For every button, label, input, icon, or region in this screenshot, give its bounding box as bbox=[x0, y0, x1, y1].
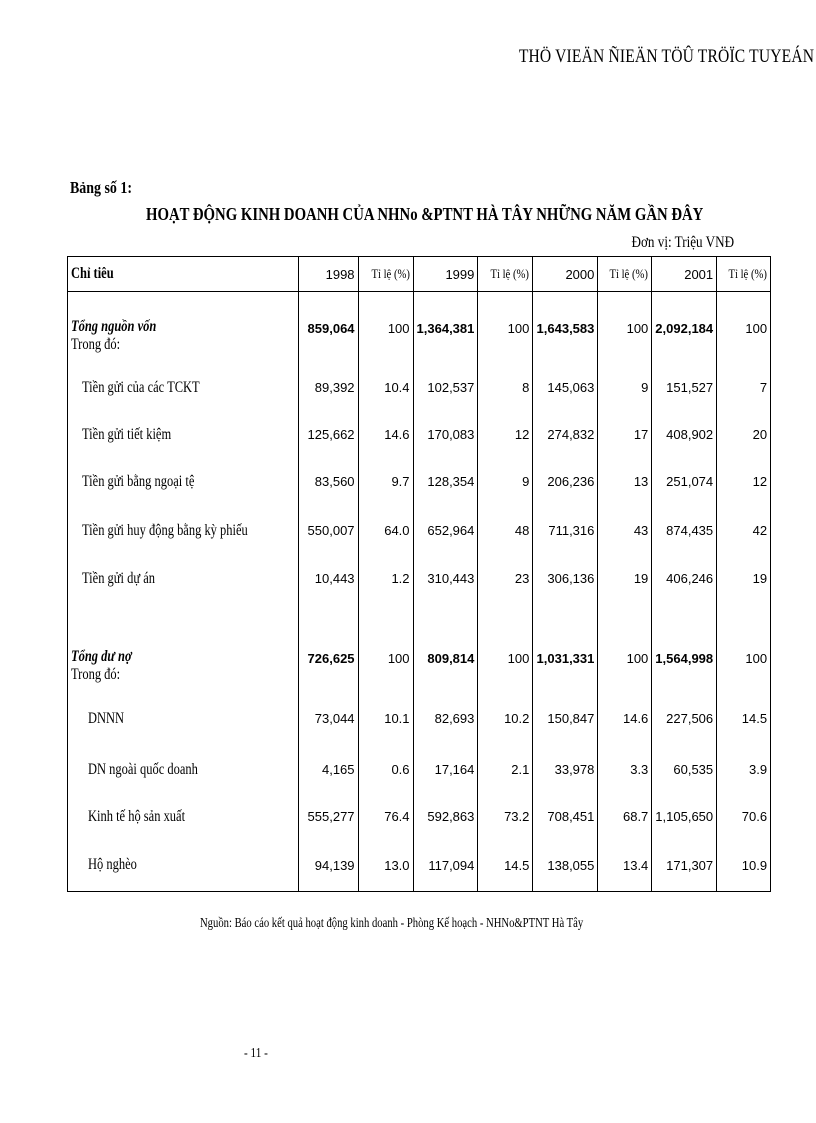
cell: 13.4 bbox=[598, 840, 652, 892]
row-sublabel: Trong đó: bbox=[68, 666, 299, 692]
cell: 874,435 bbox=[652, 506, 717, 556]
cell: 100 bbox=[598, 292, 652, 336]
cell: 0.6 bbox=[358, 746, 413, 794]
col-1999: 1999 bbox=[413, 257, 478, 292]
cell: 48 bbox=[478, 506, 533, 556]
table-row bbox=[68, 364, 771, 412]
cell: 125,662 bbox=[298, 412, 358, 458]
cell: 60,535 bbox=[652, 746, 717, 794]
cell: 20 bbox=[717, 412, 771, 458]
table-header-row bbox=[68, 257, 771, 292]
cell: 17 bbox=[598, 412, 652, 458]
row-label: Kinh tế hộ sản xuất bbox=[68, 794, 299, 840]
cell: 3.9 bbox=[717, 746, 771, 794]
cell: 94,139 bbox=[298, 840, 358, 892]
cell: 550,007 bbox=[298, 506, 358, 556]
col-pct-1998: Tỉ lệ (%) bbox=[358, 257, 413, 292]
cell: 13.0 bbox=[358, 840, 413, 892]
cell: 100 bbox=[598, 640, 652, 666]
table-title: HOẠT ĐỘNG KINH DOANH CỦA NHNo &PTNT HÀ TÂY NHỮNG NĂM GẦN ĐÂY bbox=[146, 204, 704, 224]
cell: 19 bbox=[598, 556, 652, 602]
unit-label: Đơn vị: Triệu VNĐ bbox=[631, 234, 734, 251]
cell: 100 bbox=[358, 292, 413, 336]
cell: 73,044 bbox=[298, 692, 358, 746]
col-indicator: Chỉ tiêu bbox=[68, 257, 299, 292]
cell: 2.1 bbox=[478, 746, 533, 794]
cell: 23 bbox=[478, 556, 533, 602]
cell: 10.4 bbox=[358, 364, 413, 412]
row-label: DN ngoài quốc doanh bbox=[68, 746, 299, 794]
cell: 12 bbox=[478, 412, 533, 458]
row-label: DNNN bbox=[68, 692, 299, 746]
cell: 138,055 bbox=[533, 840, 598, 892]
cell: 1,364,381 bbox=[413, 292, 478, 336]
cell: 43 bbox=[598, 506, 652, 556]
cell: 12 bbox=[717, 458, 771, 506]
spacer-row bbox=[68, 602, 771, 640]
table-row-loans-total bbox=[68, 640, 771, 666]
cell: 1.2 bbox=[358, 556, 413, 602]
table-row bbox=[68, 458, 771, 506]
row-label: Tiền gửi bằng ngoại tệ bbox=[68, 458, 299, 506]
cell: 408,902 bbox=[652, 412, 717, 458]
cell: 251,074 bbox=[652, 458, 717, 506]
cell: 1,031,331 bbox=[533, 640, 598, 666]
col-pct-2001: Tỉ lệ (%) bbox=[717, 257, 771, 292]
cell: 151,527 bbox=[652, 364, 717, 412]
cell: 17,164 bbox=[413, 746, 478, 794]
cell: 19 bbox=[717, 556, 771, 602]
cell: 73.2 bbox=[478, 794, 533, 840]
cell: 10,443 bbox=[298, 556, 358, 602]
cell: 171,307 bbox=[652, 840, 717, 892]
cell: 117,094 bbox=[413, 840, 478, 892]
table-row bbox=[68, 794, 771, 840]
cell: 726,625 bbox=[298, 640, 358, 666]
cell: 9.7 bbox=[358, 458, 413, 506]
cell: 14.6 bbox=[598, 692, 652, 746]
cell: 89,392 bbox=[298, 364, 358, 412]
cell: 9 bbox=[478, 458, 533, 506]
cell: 7 bbox=[717, 364, 771, 412]
col-pct-2000: Tỉ lệ (%) bbox=[598, 257, 652, 292]
cell: 14.5 bbox=[717, 692, 771, 746]
row-label: Tiền gửi tiết kiệm bbox=[68, 412, 299, 458]
cell: 100 bbox=[358, 640, 413, 666]
row-label: Tổng nguồn vốn bbox=[68, 292, 299, 336]
row-label: Tổng dư nợ bbox=[68, 640, 299, 666]
table-row bbox=[68, 412, 771, 458]
cell: 100 bbox=[717, 640, 771, 666]
row-label: Tiền gửi dự án bbox=[68, 556, 299, 602]
cell: 10.9 bbox=[717, 840, 771, 892]
table-row bbox=[68, 692, 771, 746]
cell: 4,165 bbox=[298, 746, 358, 794]
cell: 1,564,998 bbox=[652, 640, 717, 666]
cell: 652,964 bbox=[413, 506, 478, 556]
row-label: Hộ nghèo bbox=[68, 840, 299, 892]
cell: 306,136 bbox=[533, 556, 598, 602]
cell: 1,643,583 bbox=[533, 292, 598, 336]
cell: 100 bbox=[717, 292, 771, 336]
cell: 42 bbox=[717, 506, 771, 556]
cell: 9 bbox=[598, 364, 652, 412]
table-row bbox=[68, 840, 771, 892]
cell: 711,316 bbox=[533, 506, 598, 556]
cell: 14.5 bbox=[478, 840, 533, 892]
cell: 406,246 bbox=[652, 556, 717, 602]
cell: 100 bbox=[478, 292, 533, 336]
cell: 8 bbox=[478, 364, 533, 412]
cell: 227,506 bbox=[652, 692, 717, 746]
table-row bbox=[68, 506, 771, 556]
col-2001: 2001 bbox=[652, 257, 717, 292]
cell: 150,847 bbox=[533, 692, 598, 746]
source-note: Nguồn: Báo cáo kết quả hoạt động kinh doanh - Phòng Kế hoạch - NHNo&PTNT Hà Tây bbox=[200, 916, 584, 931]
cell: 310,443 bbox=[413, 556, 478, 602]
cell: 82,693 bbox=[413, 692, 478, 746]
cell: 1,105,650 bbox=[652, 794, 717, 840]
col-1998: 1998 bbox=[298, 257, 358, 292]
cell: 64.0 bbox=[358, 506, 413, 556]
cell: 13 bbox=[598, 458, 652, 506]
business-table bbox=[67, 256, 771, 892]
cell: 274,832 bbox=[533, 412, 598, 458]
cell: 809,814 bbox=[413, 640, 478, 666]
table-row-sources-sub bbox=[68, 336, 771, 364]
cell: 10.2 bbox=[478, 692, 533, 746]
cell: 33,978 bbox=[533, 746, 598, 794]
cell: 555,277 bbox=[298, 794, 358, 840]
row-sublabel: Trong đó: bbox=[68, 336, 299, 364]
row-label: Tiền gửi huy động bằng kỳ phiếu bbox=[68, 506, 299, 556]
cell: 170,083 bbox=[413, 412, 478, 458]
table-row bbox=[68, 746, 771, 794]
row-label: Tiền gửi của các TCKT bbox=[68, 364, 299, 412]
cell: 10.1 bbox=[358, 692, 413, 746]
cell: 3.3 bbox=[598, 746, 652, 794]
cell: 128,354 bbox=[413, 458, 478, 506]
cell: 102,537 bbox=[413, 364, 478, 412]
cell: 14.6 bbox=[358, 412, 413, 458]
cell: 100 bbox=[478, 640, 533, 666]
col-pct-1999: Tỉ lệ (%) bbox=[478, 257, 533, 292]
cell: 83,560 bbox=[298, 458, 358, 506]
table-row-sources-total bbox=[68, 292, 771, 336]
cell: 859,064 bbox=[298, 292, 358, 336]
page-number: - 11 - bbox=[244, 1046, 268, 1061]
table-row bbox=[68, 556, 771, 602]
cell: 708,451 bbox=[533, 794, 598, 840]
cell: 2,092,184 bbox=[652, 292, 717, 336]
col-2000: 2000 bbox=[533, 257, 598, 292]
cell: 206,236 bbox=[533, 458, 598, 506]
cell: 145,063 bbox=[533, 364, 598, 412]
cell: 592,863 bbox=[413, 794, 478, 840]
cell: 68.7 bbox=[598, 794, 652, 840]
cell: 70.6 bbox=[717, 794, 771, 840]
table-label: Bảng số 1: bbox=[70, 178, 132, 197]
library-header: THÖ VIEÄN ÑIEÄN TÖÛ TRÖÏC TUYEÁN bbox=[518, 46, 814, 67]
cell: 76.4 bbox=[358, 794, 413, 840]
table-row-loans-sub bbox=[68, 666, 771, 692]
